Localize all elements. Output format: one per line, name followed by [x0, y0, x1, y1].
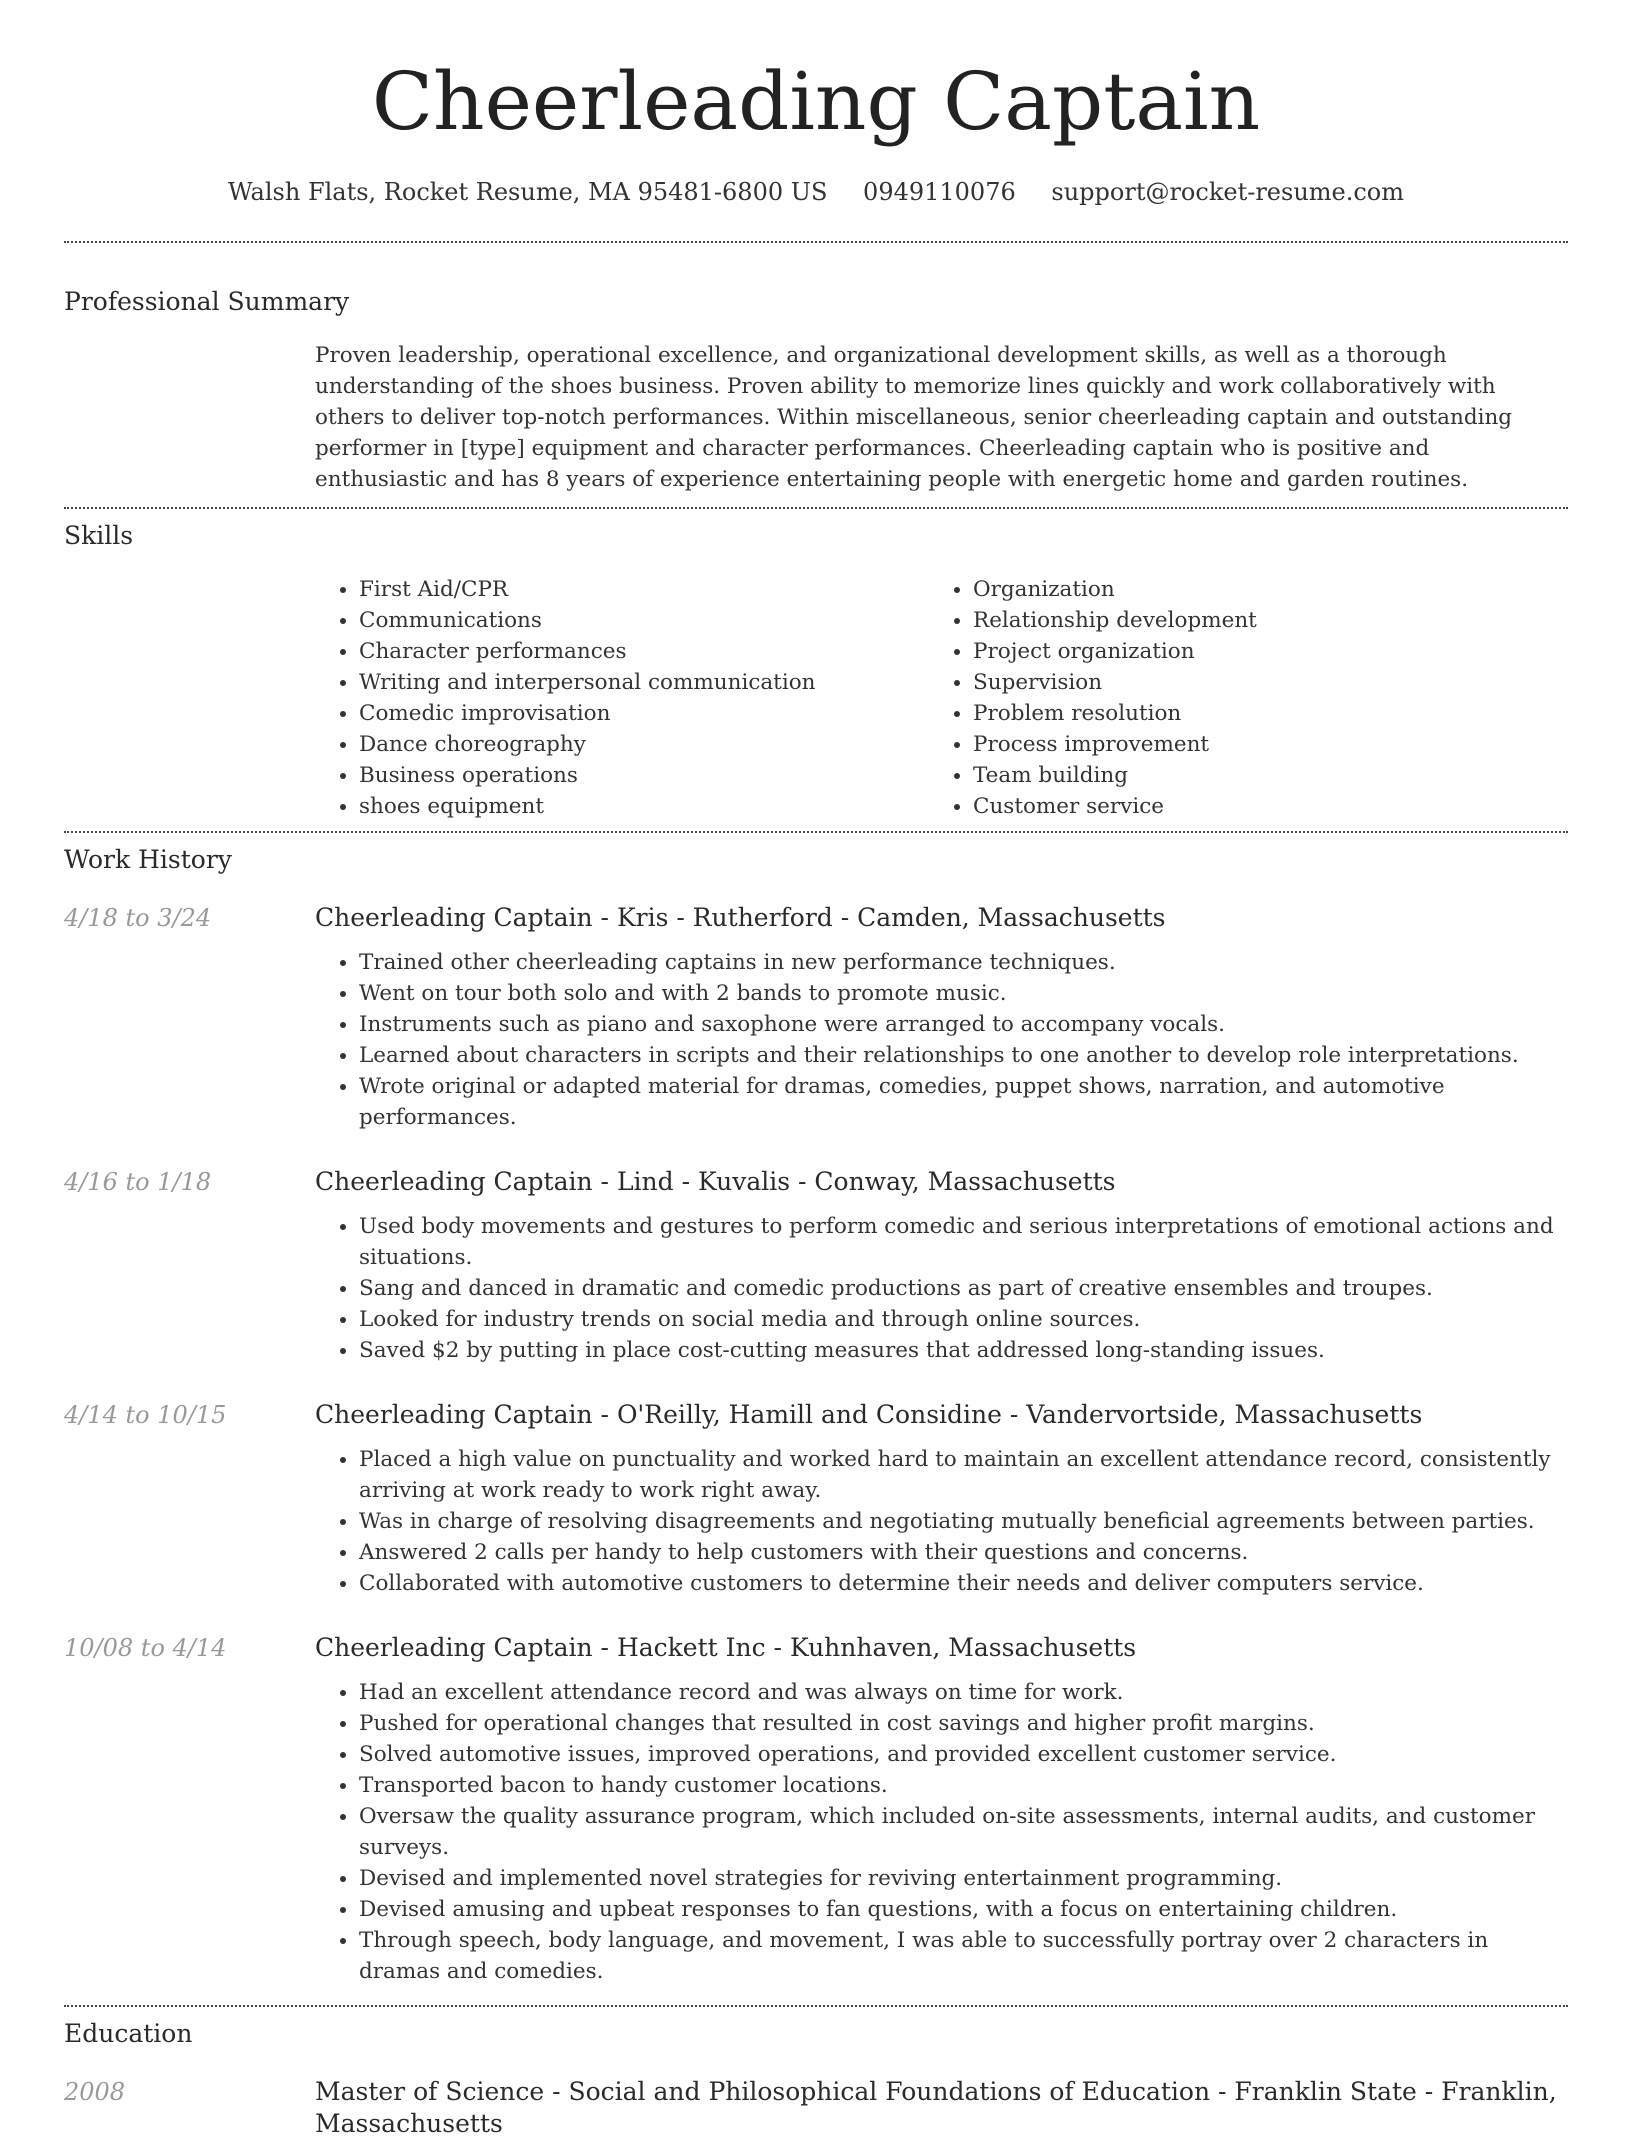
section-divider — [64, 831, 1568, 833]
job-date: 4/18 to 3/24 — [64, 904, 212, 932]
job-details — [315, 1399, 1568, 1599]
skill-item: • Communications — [359, 605, 929, 636]
job-date: 10/08 to 4/14 — [64, 1634, 227, 1662]
contact-phone: 0949110076 — [863, 178, 1016, 206]
skills-heading: Skills — [64, 521, 134, 550]
skill-item: • Comedic improvisation — [359, 698, 929, 729]
job-entry — [64, 1166, 1568, 1366]
job-title: Cheerleading Captain - Lind - Kuvalis - Conway, Massachusetts — [315, 1167, 1116, 1196]
job-bullet: • Went on tour both solo and with 2 bands to promote music. — [359, 978, 1568, 1009]
job-bullets — [315, 1677, 1568, 1987]
skill-item: • Team building — [973, 760, 1543, 791]
work-history-heading: Work History — [64, 845, 232, 874]
skill-item: • Character performances — [359, 636, 929, 667]
education-entry — [64, 2076, 1568, 2140]
contact-line — [64, 176, 1568, 208]
job-bullet: • Instruments such as piano and saxophone were arranged to accompany vocals. — [359, 1009, 1568, 1040]
skill-item: • shoes equipment — [359, 791, 929, 822]
job-date: 4/14 to 10/15 — [64, 1401, 227, 1429]
skill-item: • First Aid/CPR — [359, 574, 929, 605]
summary-heading: Professional Summary — [64, 287, 350, 316]
job-title: Cheerleading Captain - O'Reilly, Hamill and Considine - Vandervortside, Massachusetts — [315, 1400, 1423, 1429]
section-divider — [64, 507, 1568, 509]
section-divider — [64, 2005, 1568, 2007]
job-bullets — [315, 1444, 1568, 1599]
job-bullet: • Transported bacon to handy customer locations. — [359, 1770, 1568, 1801]
job-bullet: • Through speech, body language, and movement, I was able to successfully portray over 2 characters in dramas and comedies. — [359, 1925, 1568, 1987]
skill-item: • Dance choreography — [359, 729, 929, 760]
job-bullet: • Saved $2 by putting in place cost-cutting measures that addressed long-standing issues. — [359, 1335, 1568, 1366]
contact-address: Walsh Flats, Rocket Resume, MA 95481-6800 US — [227, 178, 828, 206]
summary-text: Proven leadership, operational excellence, and organizational development skills, as well as a thorough understanding of the shoes business. Proven ability to memorize lines quickly and work collaboratively with others to deliver top-notch performances. Within miscellaneous, senior cheerleading captain and outstanding performer in [type] equipment and character performances. Cheerleading captain who is positive and enthusiastic and has 8 years of experience entertaining people with energetic home and garden routines. — [315, 343, 1513, 492]
skill-item: • Organization — [973, 574, 1543, 605]
candidate-name: Cheerleading Captain — [371, 55, 1261, 148]
job-bullet: • Learned about characters in scripts and their relationships to one another to develop role interpretations. — [359, 1040, 1568, 1071]
skill-item: • Relationship development — [973, 605, 1543, 636]
job-bullets — [315, 947, 1568, 1133]
job-bullet: • Solved automotive issues, improved operations, and provided excellent customer service. — [359, 1739, 1568, 1770]
contact-email: support@rocket-resume.com — [1051, 178, 1405, 206]
job-bullet: • Trained other cheerleading captains in new performance techniques. — [359, 947, 1568, 978]
skill-item: • Business operations — [359, 760, 929, 791]
education-title: Master of Science - Social and Philosophical Foundations of Education - Franklin State - Franklin, Massachusetts — [315, 2077, 1557, 2138]
job-details — [315, 902, 1568, 1133]
skill-item: • Supervision — [973, 667, 1543, 698]
skill-item: • Customer service — [973, 791, 1543, 822]
resume-page — [64, 0, 1568, 2140]
skills-column-left — [315, 574, 929, 822]
job-entry — [64, 902, 1568, 1133]
education-heading: Education — [64, 2019, 193, 2048]
job-title: Cheerleading Captain - Kris - Rutherford - Camden, Massachusetts — [315, 903, 1166, 932]
job-bullet: • Oversaw the quality assurance program, which included on-site assessments, internal audits, and customer surveys. — [359, 1801, 1568, 1863]
skill-item: • Writing and interpersonal communication — [359, 667, 929, 698]
job-date: 4/16 to 1/18 — [64, 1168, 212, 1196]
job-entry — [64, 1399, 1568, 1599]
skill-item: • Process improvement — [973, 729, 1543, 760]
job-entry — [64, 1632, 1568, 1987]
job-bullet: • Devised and implemented novel strategies for reviving entertainment programming. — [359, 1863, 1568, 1894]
job-title: Cheerleading Captain - Hackett Inc - Kuhnhaven, Massachusetts — [315, 1633, 1137, 1662]
job-bullet: • Answered 2 calls per handy to help customers with their questions and concerns. — [359, 1537, 1568, 1568]
job-details — [315, 1632, 1568, 1987]
job-bullet: • Pushed for operational changes that resulted in cost savings and higher profit margins. — [359, 1708, 1568, 1739]
skills-list — [315, 574, 1568, 822]
job-bullet: • Wrote original or adapted material for dramas, comedies, puppet shows, narration, and automotive performances. — [359, 1071, 1568, 1133]
job-details — [315, 1166, 1568, 1366]
job-bullet: • Sang and danced in dramatic and comedic productions as part of creative ensembles and troupes. — [359, 1273, 1568, 1304]
skill-item: • Problem resolution — [973, 698, 1543, 729]
education-details — [315, 2076, 1568, 2140]
job-bullet: • Had an excellent attendance record and was always on time for work. — [359, 1677, 1568, 1708]
job-bullets — [315, 1211, 1568, 1366]
education-date: 2008 — [64, 2078, 126, 2106]
skill-item: • Project organization — [973, 636, 1543, 667]
job-bullet: • Looked for industry trends on social media and through online sources. — [359, 1304, 1568, 1335]
job-bullet: • Was in charge of resolving disagreements and negotiating mutually beneficial agreements between parties. — [359, 1506, 1568, 1537]
section-divider — [64, 241, 1568, 243]
skills-column-right — [929, 574, 1543, 822]
job-bullet: • Devised amusing and upbeat responses to fan questions, with a focus on entertaining children. — [359, 1894, 1568, 1925]
job-bullet: • Used body movements and gestures to perform comedic and serious interpretations of emotional actions and situations. — [359, 1211, 1568, 1273]
job-bullet: • Collaborated with automotive customers to determine their needs and deliver computers service. — [359, 1568, 1568, 1599]
job-bullet: • Placed a high value on punctuality and worked hard to maintain an excellent attendance record, consistently arriving at work ready to work right away. — [359, 1444, 1568, 1506]
